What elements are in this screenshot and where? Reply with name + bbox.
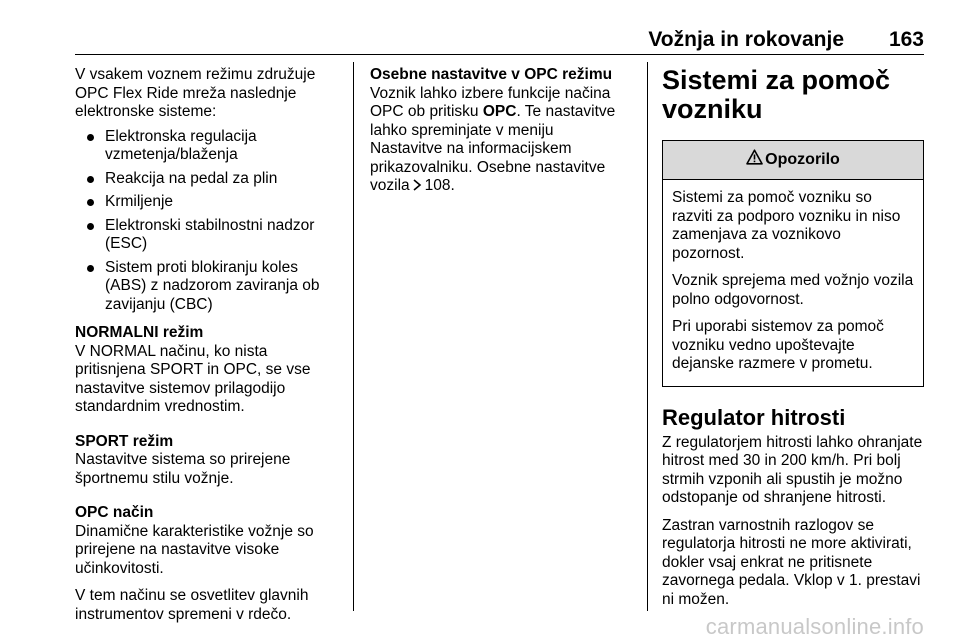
- column-divider-1: [353, 62, 354, 611]
- page-number: 163: [888, 28, 924, 51]
- page-reference-link[interactable]: 108: [424, 177, 451, 194]
- list-item: Krmiljenje: [75, 193, 337, 212]
- opc-mode-text: Dinamične karakteristike vožnje so prirejene na nastavitve visoke učinkovitosti.: [75, 522, 314, 577]
- systems-list: [75, 128, 337, 315]
- column-divider-2: [647, 62, 648, 611]
- warning-paragraph: Sistemi za pomoč vozniku so razviti za podporo vozniku in niso zamenjava za voznikovo pozornost.: [672, 189, 901, 262]
- personal-settings-text: [370, 85, 630, 196]
- list-item: Sistem proti blokiranju koles (ABS) z nadzorom zaviranja ob zavijanju (CBC): [75, 259, 337, 315]
- sport-mode-heading: SPORT režim: [75, 432, 174, 450]
- intro-text: V vsakem voznem režimu združuje OPC Flex Ride mreža naslednje elektronske sisteme:: [75, 66, 316, 120]
- text-part: . Te nastavitve lahko spreminjate v meniju Nastavitve na informacijskem prikazovalniku. Osebne nastavitve vozila: [370, 103, 616, 194]
- warning-header: [663, 141, 923, 180]
- opc-mode-text-2: V tem načinu se osvetlitev glavnih instrumentov spremeni v rdečo.: [75, 587, 309, 623]
- text-part: Voznik lahko izbere funkcije načina OPC ob pritisku: [370, 84, 611, 120]
- list-item: Reakcija na pedal za plin: [75, 170, 337, 189]
- list-item: Elektronski stabilnostni nadzor (ESC): [75, 217, 337, 254]
- subsection-title: Regulator hitrosti: [662, 404, 846, 430]
- personal-settings-heading: Osebne nastavitve v OPC režimu: [370, 66, 613, 83]
- sport-mode-text: Nastavitve sistema so prirejene športnemu stilu vožnje.: [75, 451, 291, 487]
- warning-paragraph: Voznik sprejema med vožnjo vozila polno odgovornost.: [672, 272, 914, 308]
- normal-mode-text: V NORMAL načinu, ko nista pritisnjena SPORT in OPC, se vse nastavitve sistemov prilagodijo standardnim vrednostim.: [75, 342, 311, 415]
- warning-paragraph: Pri uporabi sistemov za pomoč vozniku vedno upoštevajte dejanske razmere v prometu.: [672, 318, 884, 372]
- cruise-control-paragraph: Z regulatorjem hitrosti lahko ohranjate hitrost med 30 in 200 km/h. Pri bolj strmih vzponih ali spustih je možno odstopanje od shranjene hitrosti.: [662, 433, 923, 506]
- warning-icon: [746, 149, 763, 165]
- page-reference-icon: [412, 179, 422, 191]
- column-1: [75, 66, 337, 633]
- column-2: [370, 66, 630, 205]
- opc-button-label: OPC: [482, 103, 517, 120]
- warning-box: [662, 140, 924, 387]
- page-header: [75, 28, 924, 55]
- watermark: carmanualsonline.info: [705, 614, 924, 639]
- section-title: Sistemi za pomoč vozniku: [662, 65, 891, 124]
- warning-title: Opozorilo: [765, 151, 840, 168]
- list-item: Elektronska regulacija vzmetenja/blaženja: [75, 128, 337, 165]
- text-part: .: [450, 177, 455, 194]
- opc-mode-heading: OPC način: [75, 504, 154, 521]
- warning-body: [663, 180, 923, 386]
- column-3: [662, 66, 924, 618]
- header-title: Vožnja in rokovanje: [648, 28, 844, 51]
- cruise-control-paragraph: Zastran varnostnih razlogov se regulatorja hitrosti ne more aktivirati, dokler vsaj enkrat ne pritisnete zavornega pedala. Vklop v 1. prestavi ni možen.: [662, 516, 921, 608]
- normal-mode-heading: NORMALNI režim: [75, 324, 204, 341]
